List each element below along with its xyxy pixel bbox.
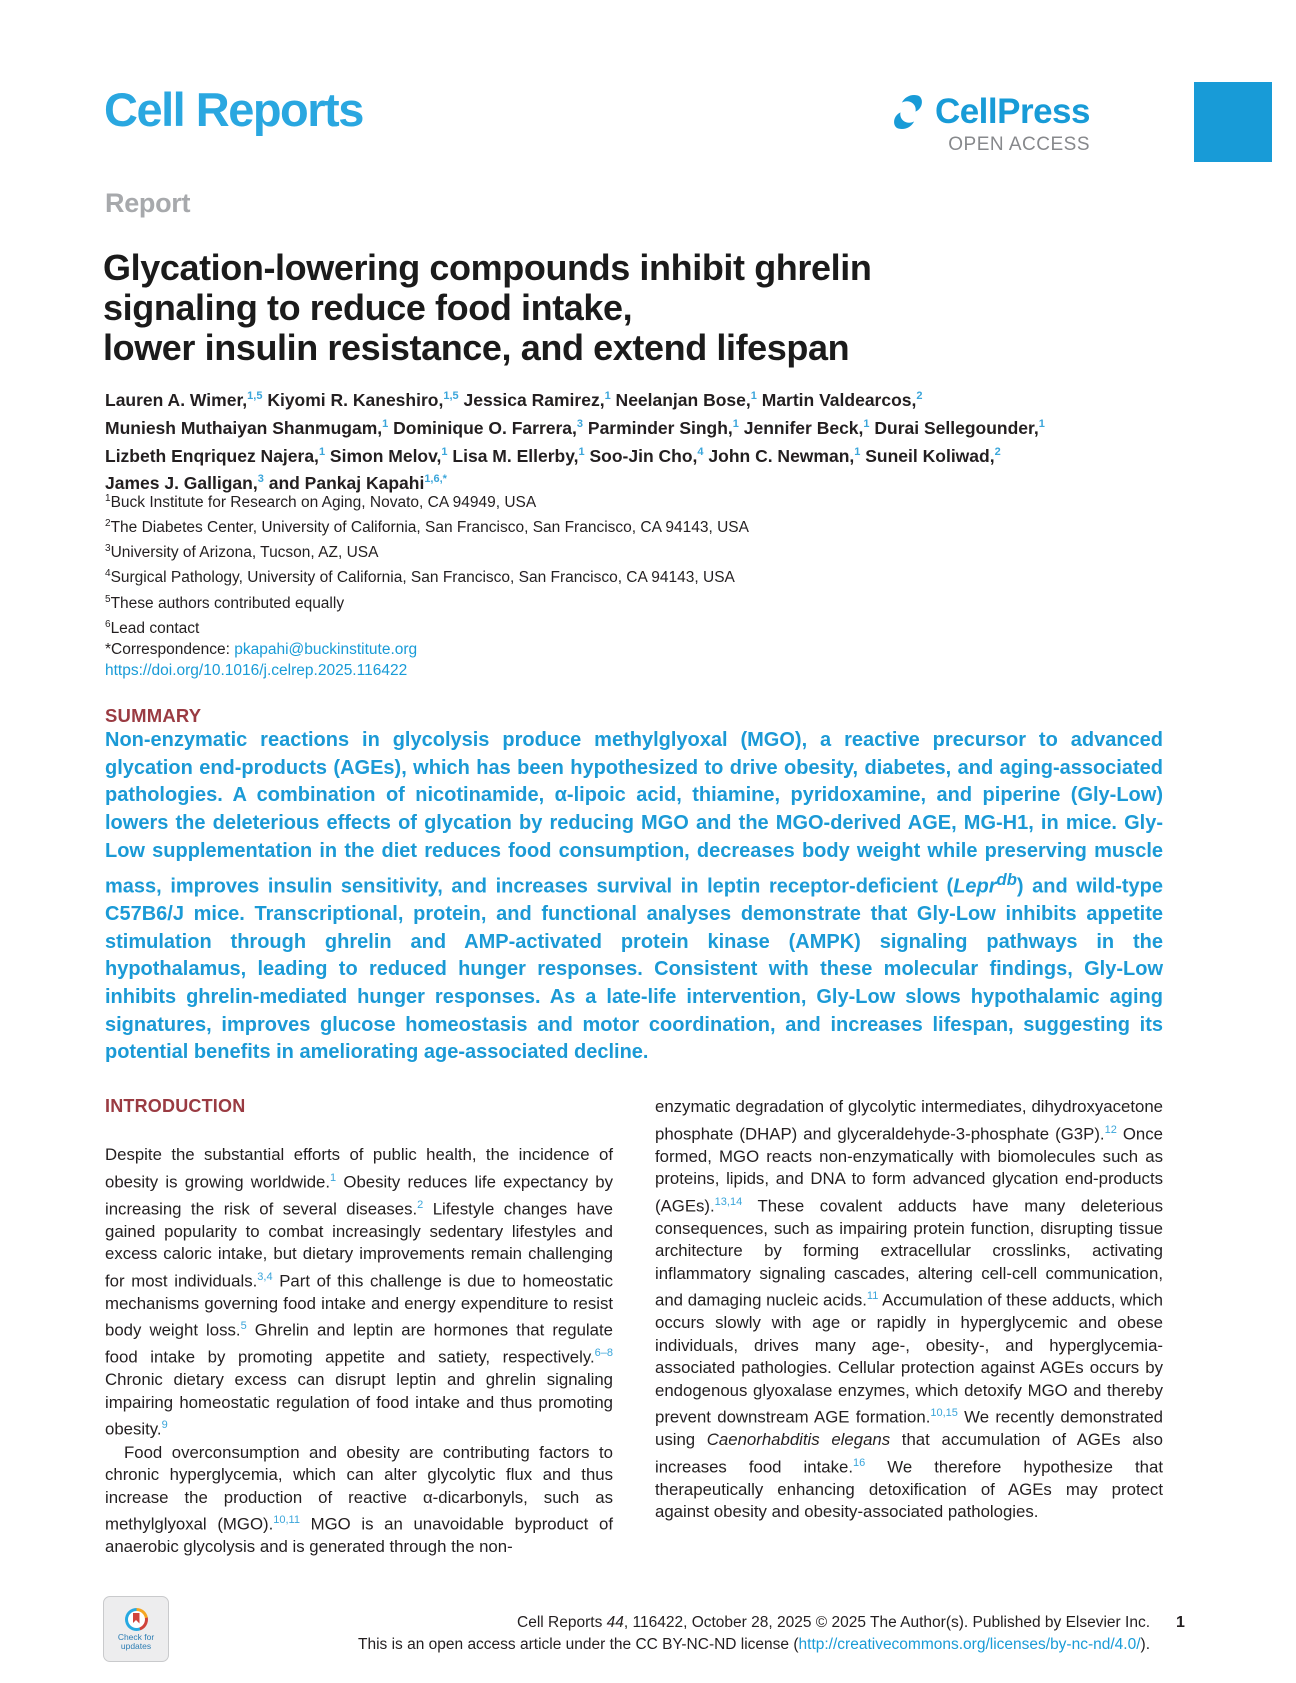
citation-superscript: 5 <box>240 1320 247 1333</box>
hyperlink[interactable]: https://doi.org/10.1016/j.celrep.2025.116422 <box>105 661 408 679</box>
citation-superscript: 1,5 <box>247 390 263 402</box>
check-updates-label: Check for <box>117 1631 155 1642</box>
affiliation-superscript: 3 <box>105 543 111 555</box>
citation-superscript: 12 <box>1104 1123 1117 1136</box>
body-columns <box>105 1096 1163 1559</box>
footer-license-line: This is an open access article under the CC BY-NC-ND license (http://creativecommons.org/licenses/by-nc-nd/4.0/). <box>358 1636 1150 1653</box>
citation-superscript: 3 <box>257 473 264 486</box>
affiliation: $^4$Surgical Pathology, University of California, San Francisco, San Francisco, CA 94143, USA <box>105 568 735 587</box>
citation-superscript: 2 <box>417 1198 424 1211</box>
hyperlink[interactable]: http://creativecommons.org/licenses/by-nc-nd/4.0/ <box>798 1636 1141 1653</box>
page-number: 1 <box>1176 1614 1185 1631</box>
author-line: Muniesh Muthaiyan Shanmugam,$^1$ Dominique O. Farrera,$^3$ Parminder Singh,$^1$ Jennifer Beck,$^1$ Durai Sellegounder,$^1$ <box>105 417 1045 438</box>
citation-superscript: 1 <box>854 445 861 458</box>
check-for-updates-badge[interactable] <box>103 1596 169 1662</box>
citation-superscript: 1,5 <box>443 390 459 402</box>
introduction-heading: INTRODUCTION <box>105 1096 246 1116</box>
citation-superscript: 1 <box>863 417 870 430</box>
cellpress-wordmark: CellPress <box>934 92 1090 131</box>
journal-logo: Cell Reports <box>104 83 363 136</box>
affiliations-block <box>105 488 1165 681</box>
citation-superscript: 10,11 <box>273 1514 300 1527</box>
publisher-block <box>889 92 1090 156</box>
affiliation-superscript: 6 <box>105 618 111 630</box>
citation-superscript: 3 <box>576 417 584 430</box>
author-list <box>105 384 1165 495</box>
body-paragraph: Despite the substantial efforts of public health, the incidence of obesity is growing worldwide.$^1$ Obesity reduces life expectancy by increasing the risk of several diseases.$^2$ Lifestyle changes have gained popularity to combat increasingly sedentary lifestyles and excess caloric intake, but dietary improvements remain challenging for most individuals.$^{3,4}$ Part of this challenge is due to homeostatic mechanisms governing food intake and energy expenditure to resist body weight loss.$^5$ Ghrelin and leptin are hormones that regulate food intake by promoting appetite and satiety, respectively.$^{6-8}$ Chronic dietary excess can disrupt leptin and ghrelin signaling impairing homeostatic regulation of food intake and thus promoting obesity.$^9$ <box>105 1145 614 1440</box>
body-paragraph: enzymatic degradation of glycolytic intermediates, dihydroxyacetone phosphate (DHAP) and glyceraldehyde-3-phosphate (G3P).$^{12}$ Once formed, MGO reacts non-enzymatically with biomolecules such as proteins, lipids, and DNA to form advanced glycation end-products (AGEs).$^{13,14}$ These covalent adducts have many deleterious consequences, such as impairing protein function, disrupting tissue architecture by forming extracellular crosslinks, activating inflammatory signaling cascades, altering cell-cell communication, and damaging nucleic acids.$^{11}$ Accumulation of these adducts, which occurs slowly with age or rapidly in hyperglycemic and obese individuals, drives many age-, obesity-, and hyperglycemia-associated pathologies. Cellular protection against AGEs occurs by endogenous glyoxalase enzymes, which detoxify MGO and thereby prevent downstream AGE formation.$^{10,15}$ We recently demonstrated using Caenorhabditis elegans that accumulation of AGEs also increases food intake.$^{16}$ We therefore hypothesize that therapeutically enhancing detoxification of AGEs may protect against obesity and obesity-associated pathologies. <box>655 1097 1164 1522</box>
left-column <box>105 1096 613 1559</box>
summary-heading: SUMMARY <box>105 705 202 727</box>
italic-text: Caenorhabditis elegans <box>706 1430 891 1450</box>
affiliation-superscript: 4 <box>105 568 111 580</box>
right-column <box>655 1096 1163 1559</box>
affiliation: $^2$The Diabetes Center, University of California, San Francisco, San Francisco, CA 94143, USA <box>105 518 749 537</box>
italic-text: 44 <box>606 1614 624 1631</box>
citation-superscript: 6–8 <box>594 1347 613 1360</box>
hyperlink[interactable]: pkapahi@buckinstitute.org <box>234 640 418 658</box>
check-updates-icon <box>125 1608 148 1631</box>
author-line: James J. Galligan,$^3$ and Pankaj Kapahi$^{1,6,*}$ <box>105 473 447 494</box>
citation-superscript: 2 <box>994 445 1001 458</box>
title-line: Glycation-lowering compounds inhibit ghrelin <box>103 247 872 289</box>
citation-superscript: 11 <box>866 1290 879 1303</box>
check-updates-label: updates <box>120 1640 152 1651</box>
citation-superscript: 1 <box>330 1171 337 1184</box>
affiliation-superscript: 1 <box>105 493 111 504</box>
citation-superscript: 1 <box>604 390 611 402</box>
summary-text: Non-enzymatic reactions in glycolysis produce methylglyoxal (MGO), a reactive precursor to advanced glycation end-products (AGEs), which has been hypothesized to drive obesity, diabetes, and aging-associated pathologies. A combination of nicotinamide, α-lipoic acid, thiamine, pyridoxamine, and piperine (Gly-Low) lowers the deleterious effects of glycation by reducing MGO and the MGO-derived AGE, MG-H1, in mice. Gly-Low supplementation in the diet reduces food consumption, decreases body weight while preserving muscle mass, improves insulin sensitivity, and increases survival in leptin receptor-deficient (Lepr$^{db}$) and wild-type C57B6/J mice. Transcriptional, protein, and functional analyses demonstrate that Gly-Low inhibits appetite stimulation through ghrelin and AMP-activated protein kinase (AMPK) signaling pathways in the hypothalamus, leading to reduced hunger responses. Consistent with these molecular findings, Gly-Low inhibits ghrelin-mediated hunger responses. As a late-life intervention, Gly-Low slows hypothalamic aging signatures, improves glucose homeostasis and motor coordination, and increases lifespan, suggesting its potential benefits in ameliorating age-associated decline. <box>105 729 1164 1064</box>
article-title <box>103 248 871 368</box>
affiliation-superscript: 5 <box>105 593 111 605</box>
article-type-label: Report <box>105 188 191 218</box>
citation-superscript: 9 <box>161 1419 168 1432</box>
author-line: Lizbeth Enqriquez Najera,$^1$ Simon Melov,$^1$ Lisa M. Ellerby,$^1$ Soo-Jin Cho,$^4$ John C. Newman,$^1$ Suneil Koliwad,$^2$ <box>105 445 1001 466</box>
citation-superscript: 1 <box>441 445 448 458</box>
citation-superscript: 2 <box>916 390 923 402</box>
title-line: signaling to reduce food intake, <box>103 287 633 329</box>
author-line: Lauren A. Wimer,$^{1,5}$ Kiyomi R. Kaneshiro,$^{1,5}$ Jessica Ramirez,$^1$ Neelanjan Bose,$^1$ Martin Valdearcos,$^2$ <box>105 389 923 410</box>
doi-line <box>105 660 1165 681</box>
body-paragraph: Food overconsumption and obesity are contributing factors to chronic hyperglycemia, which can alter glycolytic flux and thus increase the production of reactive α-dicarbonyls, such as methylglyoxal (MGO).$^{10,11}$ MGO is an unavoidable byproduct of anaerobic glycolysis and is generated through the non- <box>105 1442 614 1557</box>
citation-superscript: 13,14 <box>714 1195 743 1208</box>
citation-superscript: 1 <box>1038 417 1045 430</box>
citation-superscript: 1 <box>318 445 326 458</box>
affiliation: $^3$University of Arizona, Tucson, AZ, USA <box>105 543 379 562</box>
citation-superscript: 4 <box>697 445 704 458</box>
citation-superscript: 1 <box>382 417 389 430</box>
affiliation: $^6$Lead contact <box>105 618 200 637</box>
corner-accent-rectangle <box>1194 82 1272 162</box>
affiliation-superscript: 2 <box>105 518 111 530</box>
citation-superscript: 1,6,* <box>424 473 447 486</box>
italic-superscript: db <box>996 869 1017 889</box>
footer-citation <box>358 1612 1150 1656</box>
correspondence-line: *Correspondence: pkapahi@buckinstitute.org <box>105 640 418 658</box>
citation-superscript: 3,4 <box>257 1270 273 1283</box>
affiliation: $^1$Buck Institute for Research on Aging, Novato, CA 94949, USA <box>105 493 537 512</box>
cellpress-logo-icon <box>889 93 927 131</box>
italic-text: Lepr <box>953 875 997 898</box>
citation-superscript: 16 <box>853 1456 866 1469</box>
citation-superscript: 1 <box>732 417 739 430</box>
title-line: lower insulin resistance, and extend lifespan <box>103 327 850 369</box>
citation-superscript: 1 <box>750 390 757 402</box>
citation-superscript: 10,15 <box>930 1407 958 1420</box>
footer-citation-line: Cell Reports 44, 116422, October 28, 2025 © 2025 The Author(s). Published by Elsevier Inc. <box>517 1614 1150 1631</box>
citation-superscript: 1 <box>578 445 585 458</box>
affiliation: $^5$These authors contributed equally <box>105 593 345 612</box>
open-access-label: OPEN ACCESS <box>948 134 1090 155</box>
